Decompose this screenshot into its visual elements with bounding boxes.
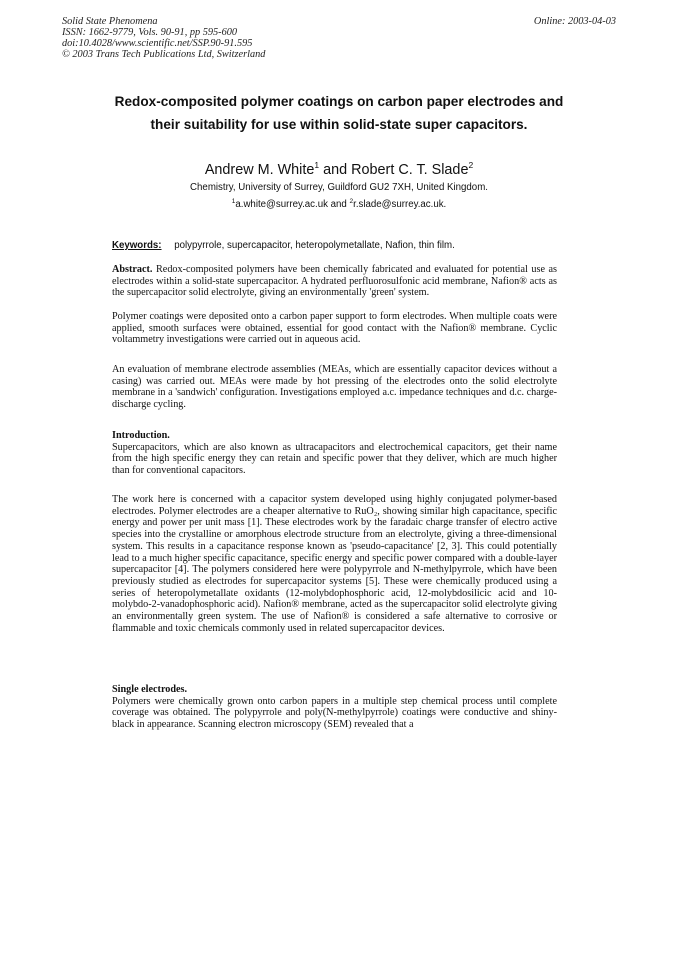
author-1-sup: 1	[314, 160, 320, 170]
journal-header	[62, 16, 265, 60]
single-electrodes-heading: Single electrodes.	[112, 684, 188, 695]
email-1-sup: 1	[231, 198, 236, 205]
keywords-line	[112, 240, 455, 251]
journal-copyright: © 2003 Trans Tech Publications Ltd, Switzerland	[62, 49, 266, 60]
author-list	[0, 160, 678, 178]
email-2-sup: 2	[349, 198, 354, 205]
email-1: a.white@surrey.ac.uk	[235, 199, 328, 211]
abstract-text-1: Redox-composited polymers have been chemically fabricated and evaluated for potential use as electrodes within a solid-state supercapacitor. A hydrated perfluorosulfonic acid membrane, Nafion® acts as the supercapacitor solid electrolyte, giving an environmentally 'green' system.	[112, 264, 558, 299]
introduction-paragraph-2: The work here is concerned with a capacitor system developed using highly conjugated polymer-based electrodes. Polymer electrodes are a cheaper alternative to RuO₂, showing similar high capacitance, specific energy and power per unit mass [1]. These electrodes work by the faradaic charge transfer of electro active species into the crystalline or amorphous electrode structure from an electrolyte, giving a three-dimensional system. This results in a capacitance response known as 'pseudo-capacitance' [2, 3]. This could potentially lead to a much higher specific capacitance, specific energy and specific power compared with a double-layer supercapacitor [4]. The polymers considered here were polypyrrole and N-methylpyrrole, which have been previously studied as electrodes for supercapacitor systems [5]. These were chemically produced using a series of heteropolymetallate oxidants (12-molybdophosphoric acid, 12-molybdosilicic acid and 10-molybdo-2-vanadophosphoric acid). Nafion® membrane, acted as the supercapacitor solid electrolyte giving an environmentally green system. The use of Nafion® is considered a safe alternative to corrosive or flammable and toxic chemicals commonly used in related supercapacitor devices.	[112, 494, 557, 634]
affiliation: Chemistry, University of Surrey, Guildford GU2 7XH, United Kingdom.	[190, 182, 488, 193]
journal-name: Solid State Phenomena	[62, 16, 158, 27]
introduction-paragraph-1: Supercapacitors, which are also known as ultracapacitors and electrochemical capacitors, get their name from the high specific energy they can retain and specific power that they deliver, which are much higher than for conventional capacitors.	[112, 441, 557, 477]
email-2: r.slade@surrey.ac.uk.	[353, 199, 447, 211]
single-electrodes-section	[112, 684, 557, 731]
abstract-paragraph-2: Polymer coatings were deposited onto a carbon paper support to form electrodes. When multiple coats were applied, smooth surfaces were obtained, essential for good contact with the Nafion® membrane. Cyclic voltammetry investigations were carried out in aqueous acid.	[112, 311, 557, 346]
abstract-label: Abstract.	[112, 264, 153, 275]
email-and: and	[330, 199, 347, 211]
journal-doi: doi:10.4028/www.scientific.net/SSP.90-91.595	[62, 38, 253, 49]
online-date: Online: 2003-04-03	[533, 16, 616, 27]
introduction-section	[112, 430, 557, 477]
paper-title	[80, 90, 598, 136]
author-and: and	[323, 161, 348, 178]
keywords-label: Keywords:	[112, 240, 162, 251]
abstract-paragraph-3: An evaluation of membrane electrode assemblies (MEAs, which are essentially capacitor devices without a casing) was carried out. MEAs were made by hot pressing of the electrodes onto the solid electrolyte membrane in a 'sandwich' configuration. Investigations employed a.c. impedance techniques and d.c. charge-discharge cycling.	[112, 364, 557, 411]
title-line-1: Redox-composited polymer coatings on carbon paper electrodes and	[114, 94, 564, 109]
journal-issn: ISSN: 1662-9779, Vols. 90-91, pp 595-600	[62, 27, 238, 38]
introduction-heading: Introduction.	[112, 430, 170, 441]
author-emails	[0, 198, 678, 210]
keywords-text: polypyrrole, supercapacitor, heteropolymetallate, Nafion, thin film.	[174, 240, 455, 251]
author-2: Robert C. T. Slade	[351, 161, 469, 178]
author-1: Andrew M. White	[204, 161, 315, 178]
single-electrodes-paragraph-1: Polymers were chemically grown onto carbon papers in a multiple step chemical process until complete coverage was obtained. The polypyrrole and poly(N-methylpyrrole) coatings were conductive and shiny-black in appearance. Scanning electron microscopy (SEM) revealed that a	[112, 695, 557, 731]
title-line-2: their suitability for use within solid-state super capacitors.	[150, 117, 528, 132]
author-2-sup: 2	[468, 160, 474, 170]
abstract-paragraph-1	[112, 264, 557, 299]
